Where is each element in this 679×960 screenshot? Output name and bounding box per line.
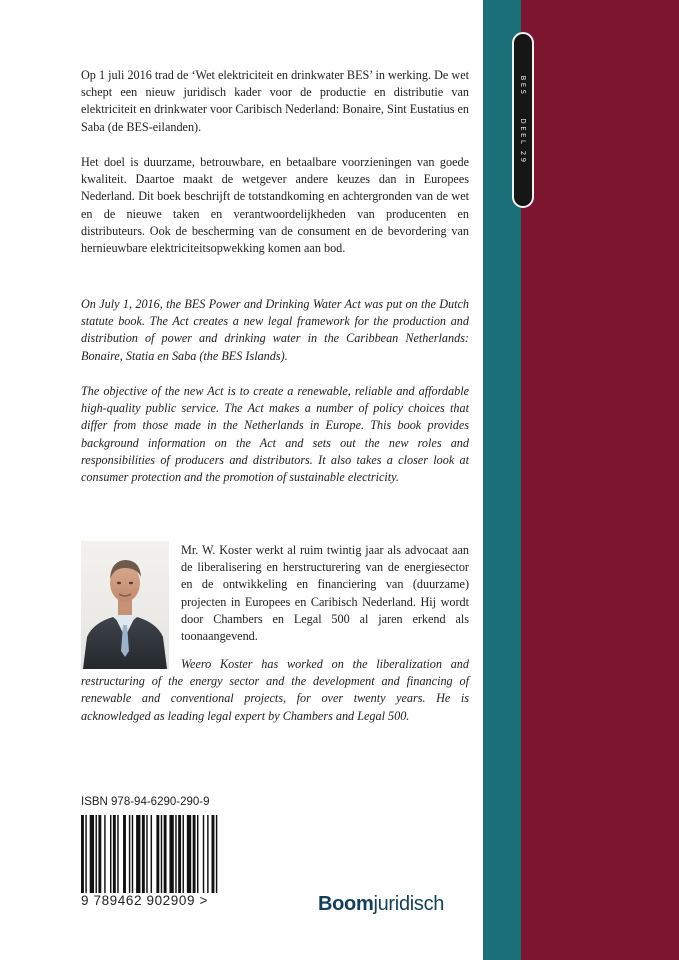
publisher-logo-part2: juridisch [373,893,445,915]
paragraph-en-intro: On July 1, 2016, the BES Power and Drinking Water Act was put on the Dutch statute book. The Act creates a new legal framework for the production and distribution of power and drinking water in the Caribbean Netherlands: Bonaire, Statia en Saba (the BES Islands). [81,297,469,363]
author-photo [81,541,169,669]
isbn-label: ISBN 978-94-6290-290-9 [81,796,210,808]
publisher-logo-part1: Boom [318,893,374,915]
paragraph-en-objective: The objective of the new Act is to create a renewable, reliable and affordable high-quality public service. The Act makes a number of policy choices that differ from those made in the Netherlands in Europe. This book provides background information on the Act and sets out the new roles and responsibilities of producers and distributors. It also takes a closer look at consumer protection and the promotion of sustainable electricity. [81,384,469,485]
volume-number: DEEL 29 [519,118,527,165]
publisher-logo [318,893,444,916]
series-spine-text [519,76,527,165]
cover-maroon-panel [521,0,679,960]
isbn-barcode [81,815,221,893]
paragraph-nl-objective: Het doel is duurzame, betrouwbare, en betaalbare voorzieningen van goede kwaliteit. Daartoe maakt de wetgever andere keuzes dan in Europees Nederland. Dit boek beschrijft de totstandkoming en achtergronden van de wet en de nieuwe taken en verantwoordelijkheden van producenten en distributeurs. Ook de bescherming van de consument en de bevordering van hernieuwbare elektriciteitsopwekking komen aan bod. [81,155,469,256]
series-name: BES [519,75,527,97]
series-spine-label [512,32,534,208]
author-bio-nl: Mr. W. Koster werkt al ruim twintig jaar als advocaat aan de liberalisering en herstructurering van de energiesector en de ontwikkeling en financiering van (duurzame) projecten in Europees en Caribisch Nederland. Hij wordt door Chambers en Legal 500 al jaren erkend als toonaangevend. [181,543,469,644]
paragraph-nl-intro: Op 1 juli 2016 trad de ‘Wet elektriciteit en drinkwater BES’ in werking. De wet schept een nieuw juridisch kader voor de productie en distributie van elektriciteit en drinkwater voor Caribisch Nederland: Bonaire, Sint Eustatius en Saba (de BES-eilanden). [81,68,469,134]
barcode-digits: 9 789462 902909 > [81,893,208,908]
author-bio-en: Weero Koster has worked on the liberalization and restructuring of the energy sector and the development and financing of renewable and conventional projects, for over twenty years. He is acknowledged as leading legal expert by Chambers and Legal 500. [81,657,469,723]
